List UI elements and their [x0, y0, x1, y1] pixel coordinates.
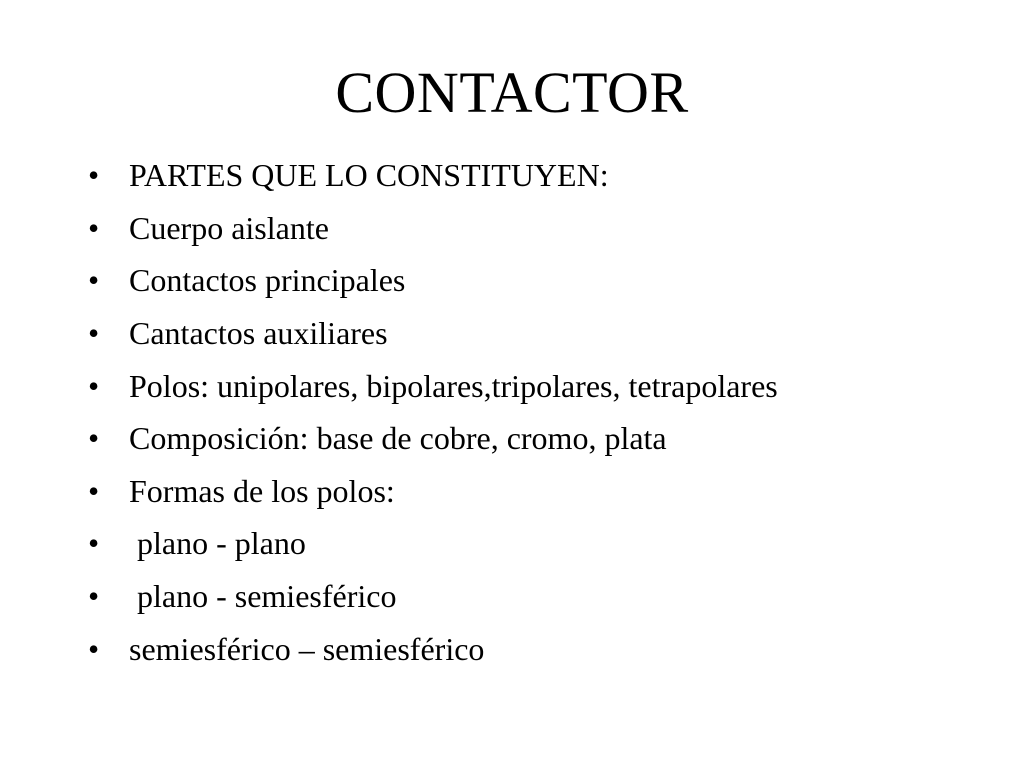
- bullet-text: Cuerpo aislante: [129, 209, 329, 246]
- bullet-text: plano - semiesférico: [129, 578, 397, 615]
- list-item: [84, 149, 984, 202]
- bullet-icon: •: [88, 262, 100, 299]
- bullet-icon: •: [88, 472, 100, 509]
- slide-title: CONTACTOR: [335, 60, 689, 125]
- list-item: [84, 412, 984, 465]
- list-item: [84, 359, 984, 412]
- bullet-icon: •: [88, 367, 100, 404]
- bullet-text: Formas de los polos:: [129, 472, 395, 509]
- bullet-icon: •: [88, 525, 100, 562]
- list-item: [84, 517, 984, 570]
- list-item: [84, 465, 984, 518]
- bullet-list: [84, 149, 984, 675]
- list-item: [84, 622, 984, 675]
- bullet-text: plano - plano: [129, 525, 306, 562]
- bullet-icon: •: [88, 578, 100, 615]
- bullet-text: Cantactos auxiliares: [129, 315, 388, 352]
- bullet-icon: •: [88, 209, 100, 246]
- bullet-icon: •: [88, 157, 100, 194]
- list-item: [84, 202, 984, 255]
- bullet-text: semiesférico – semiesférico: [129, 630, 485, 667]
- bullet-text: Polos: unipolares, bipolares,tripolares, tetrapolares: [129, 367, 778, 404]
- list-item: [84, 254, 984, 307]
- bullet-text: Composición: base de cobre, cromo, plata: [129, 420, 667, 457]
- bullet-text: PARTES QUE LO CONSTITUYEN:: [129, 157, 609, 194]
- bullet-icon: •: [88, 315, 100, 352]
- list-item: [84, 570, 984, 623]
- bullet-text: Contactos principales: [129, 262, 406, 299]
- bullet-icon: •: [88, 420, 100, 457]
- bullet-icon: •: [88, 630, 100, 667]
- list-item: [84, 307, 984, 360]
